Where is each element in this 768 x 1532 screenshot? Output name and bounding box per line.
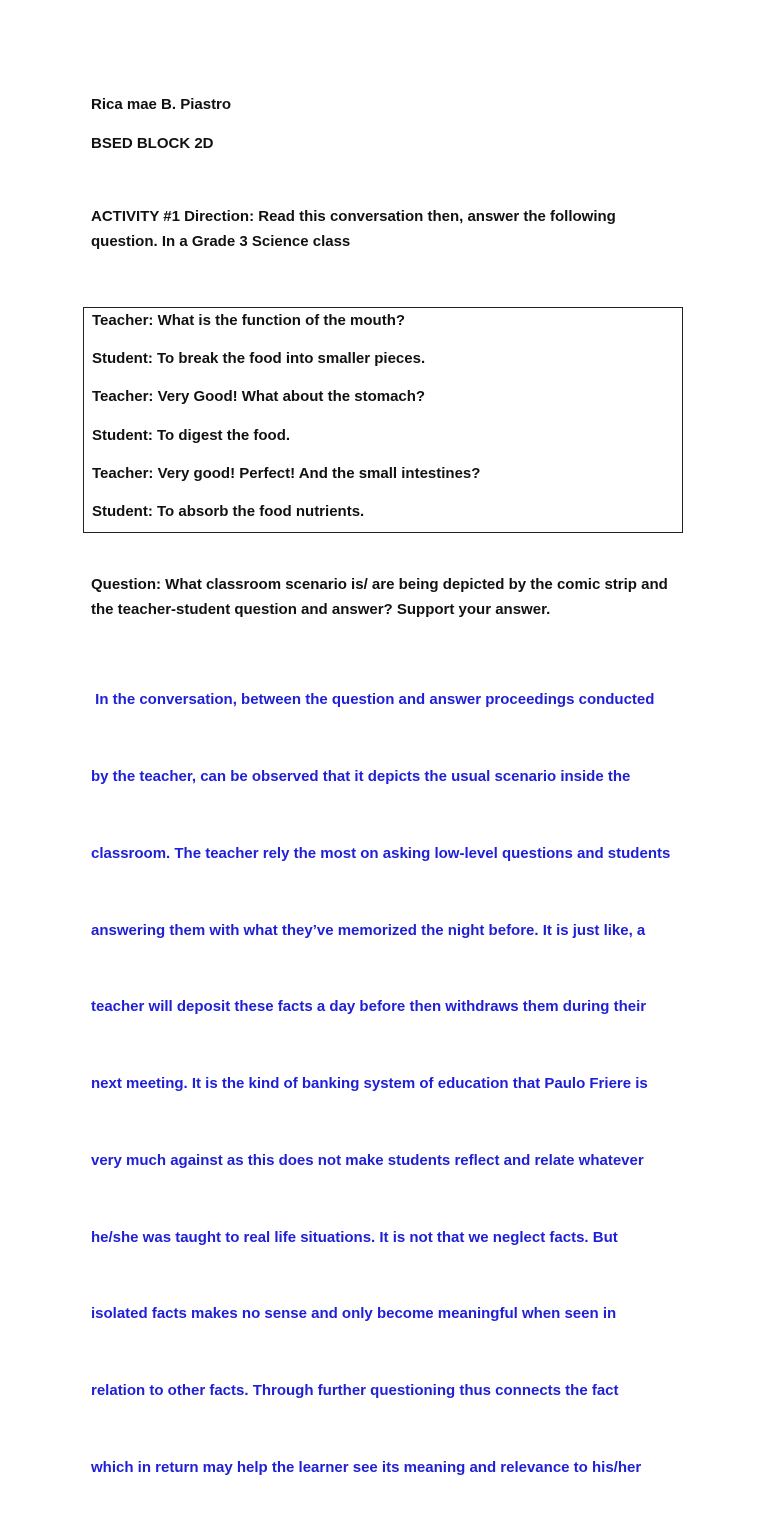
student-name: Rica mae B. Piastro: [91, 96, 232, 113]
answer-line: isolated facts makes no sense and only become meaningful when seen in: [91, 1305, 617, 1323]
question-line: the teacher-student question and answer? Support your answer.: [91, 601, 551, 618]
question-line: Question: What classroom scenario is/ are being depicted by the comic strip and: [91, 576, 668, 593]
conversation-box: [83, 307, 683, 533]
section-label: BSED BLOCK 2D: [91, 135, 214, 152]
activity-direction: [91, 204, 691, 254]
answer-line: relation to other facts. Through further questioning thus connects the fact: [91, 1382, 619, 1400]
answer-line: very much against as this does not make students reflect and relate whatever: [91, 1151, 644, 1169]
answer-line: next meeting. It is the kind of banking system of education that Paulo Friere is: [91, 1075, 648, 1093]
answer-line: which in return may help the learner see its meaning and relevance to his/her: [91, 1459, 642, 1476]
activity-line: ACTIVITY #1 Direction: Read this conversation then, answer the following: [91, 208, 616, 225]
question-text: [91, 572, 691, 622]
answer-line: teacher will deposit these facts a day before then withdraws them during their: [91, 998, 647, 1016]
answer-line: by the teacher, can be observed that it depicts the usual scenario inside the: [91, 767, 631, 785]
answer-line: he/she was taught to real life situations. It is not that we neglect facts. But: [91, 1228, 618, 1246]
conversation-line: Teacher: Very good! Perfect! And the small intestines?: [92, 465, 481, 482]
conversation-line: Teacher: What is the function of the mouth?: [92, 312, 406, 329]
answer-line: answering them with what they’ve memorized the night before. It is just like, a: [91, 921, 646, 939]
answer-line: classroom. The teacher rely the most on asking low-level questions and students: [91, 844, 671, 862]
conversation-line: Teacher: Very Good! What about the stomach?: [92, 388, 426, 405]
conversation-line: Student: To absorb the food nutrients.: [92, 503, 365, 520]
answer-line: In the conversation, between the question and answer proceedings conducted: [91, 691, 655, 709]
conversation-line: Student: To break the food into smaller pieces.: [92, 350, 426, 367]
activity-line: question. In a Grade 3 Science class: [91, 233, 351, 250]
conversation-line: Student: To digest the food.: [92, 427, 291, 444]
answer-text: [91, 636, 691, 1532]
